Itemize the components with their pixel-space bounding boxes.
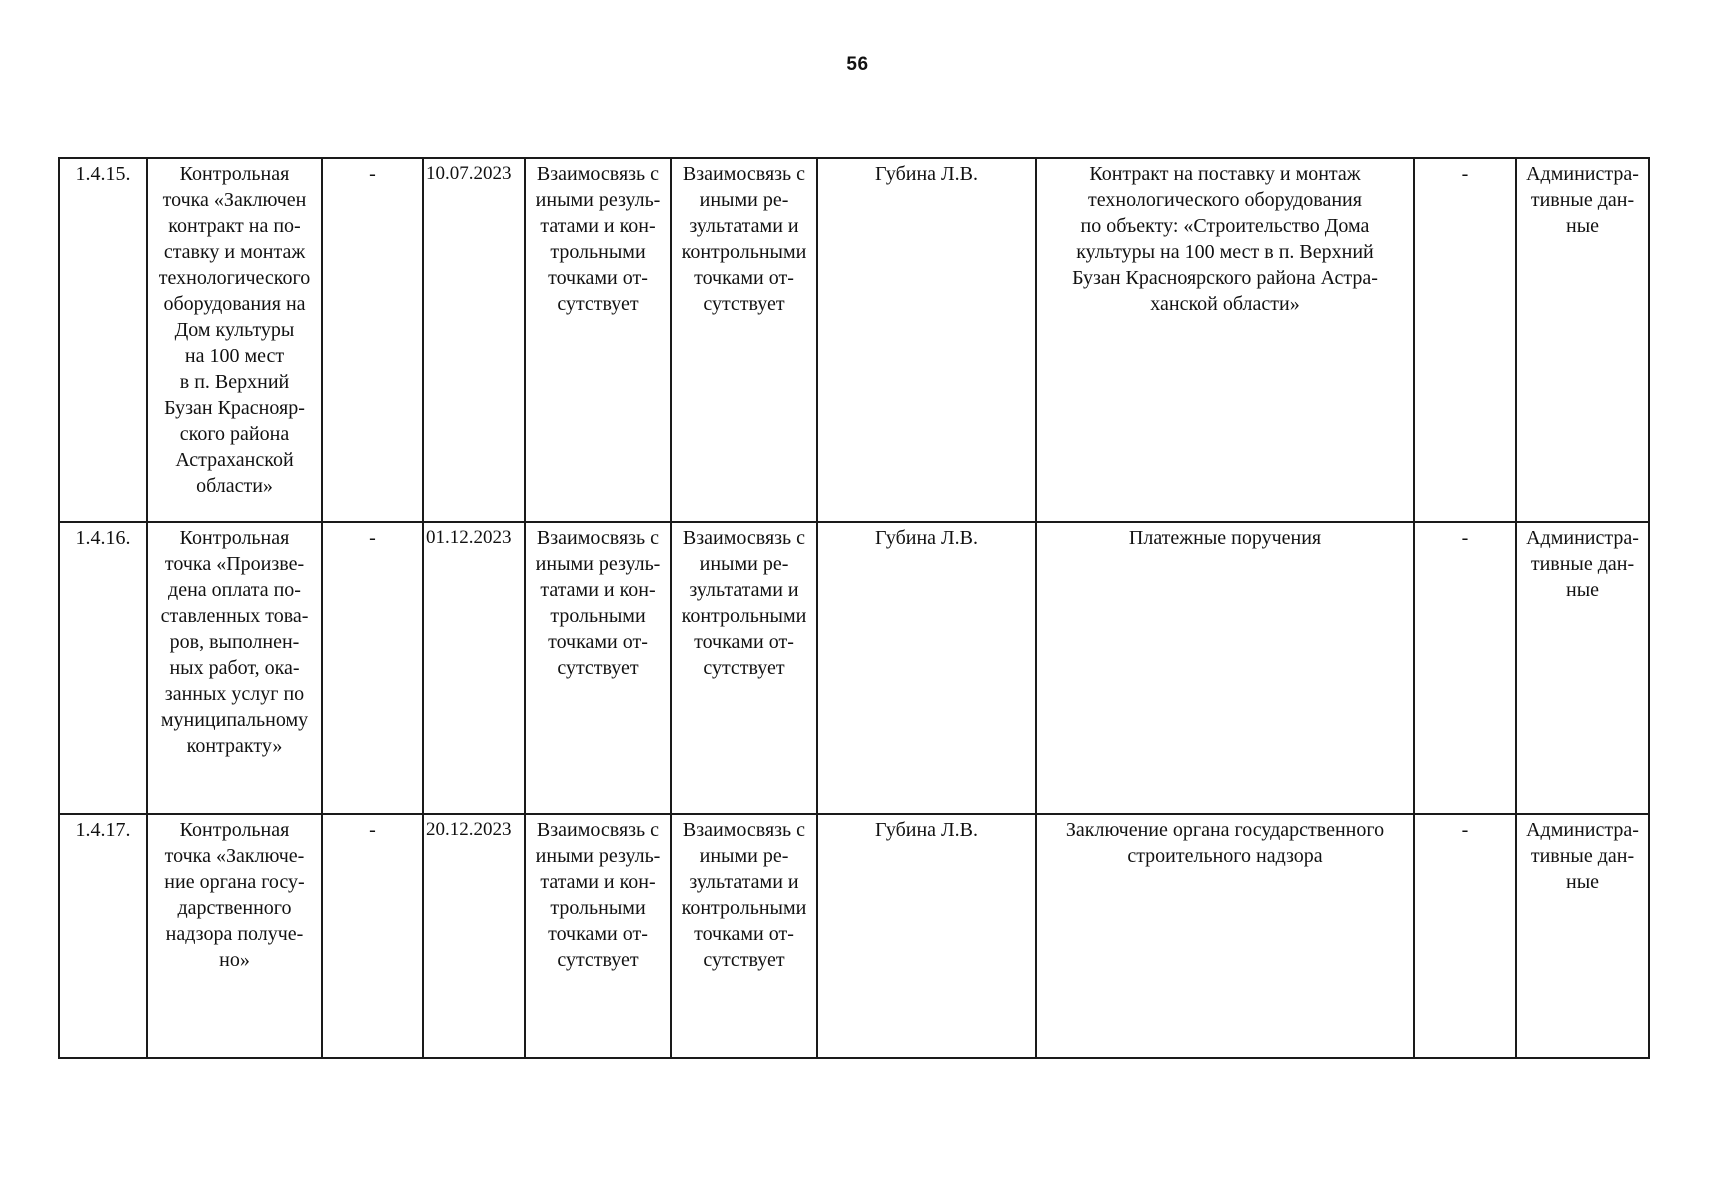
control-point-name: Контрольная точка «Произве- дена оплата по- ставленных това- ров, выполнен- ных работ, ока- занных услуг по муниципальному контракту» [147, 522, 322, 814]
page-number: 56 [846, 54, 869, 75]
dash-cell: - [322, 522, 423, 814]
responsible-person: Губина Л.В. [817, 522, 1036, 814]
result-document: Контракт на поставку и монтаж технологического оборудования по объекту: «Строительство Дома культуры на 100 мест в п. Верхний Бузан Красноярского района Астра- ханской области» [1036, 158, 1414, 522]
dash-cell: - [322, 158, 423, 522]
deadline-date: 10.07.2023 [423, 158, 525, 522]
table-row [59, 814, 1649, 1058]
data-source: Администра- тивные дан- ные [1516, 522, 1649, 814]
control-points-table [58, 157, 1650, 1059]
row-number: 1.4.16. [59, 522, 147, 814]
data-source: Администра- тивные дан- ные [1516, 158, 1649, 522]
deadline-date: 01.12.2023 [423, 522, 525, 814]
control-point-name: Контрольная точка «Заключен контракт на по- ставку и монтаж технологического оборудования на Дом культуры на 100 мест в п. Верхний Бузан Краснояр- ского района Астраханской области» [147, 158, 322, 522]
link-previous-cell: Взаимосвязь с иными резуль- татами и кон- трольными точками от- сутствует [525, 522, 671, 814]
dash-cell: - [1414, 522, 1516, 814]
row-number: 1.4.17. [59, 814, 147, 1058]
link-next-cell: Взаимосвязь с иными ре- зультатами и контрольными точками от- сутствует [671, 814, 817, 1058]
table-row [59, 158, 1649, 522]
link-next-cell: Взаимосвязь с иными ре- зультатами и контрольными точками от- сутствует [671, 158, 817, 522]
link-next-cell: Взаимосвязь с иными ре- зультатами и контрольными точками от- сутствует [671, 522, 817, 814]
dash-cell: - [322, 814, 423, 1058]
data-source: Администра- тивные дан- ные [1516, 814, 1649, 1058]
responsible-person: Губина Л.В. [817, 814, 1036, 1058]
link-previous-cell: Взаимосвязь с иными резуль- татами и кон- трольными точками от- сутствует [525, 814, 671, 1058]
result-document: Заключение органа государственного строительного надзора [1036, 814, 1414, 1058]
link-previous-cell: Взаимосвязь с иными резуль- татами и кон- трольными точками от- сутствует [525, 158, 671, 522]
control-point-name: Контрольная точка «Заключе- ние органа госу- дарственного надзора получе- но» [147, 814, 322, 1058]
result-document: Платежные поручения [1036, 522, 1414, 814]
dash-cell: - [1414, 158, 1516, 522]
deadline-date: 20.12.2023 [423, 814, 525, 1058]
responsible-person: Губина Л.В. [817, 158, 1036, 522]
row-number: 1.4.15. [59, 158, 147, 522]
dash-cell: - [1414, 814, 1516, 1058]
table-row [59, 522, 1649, 814]
